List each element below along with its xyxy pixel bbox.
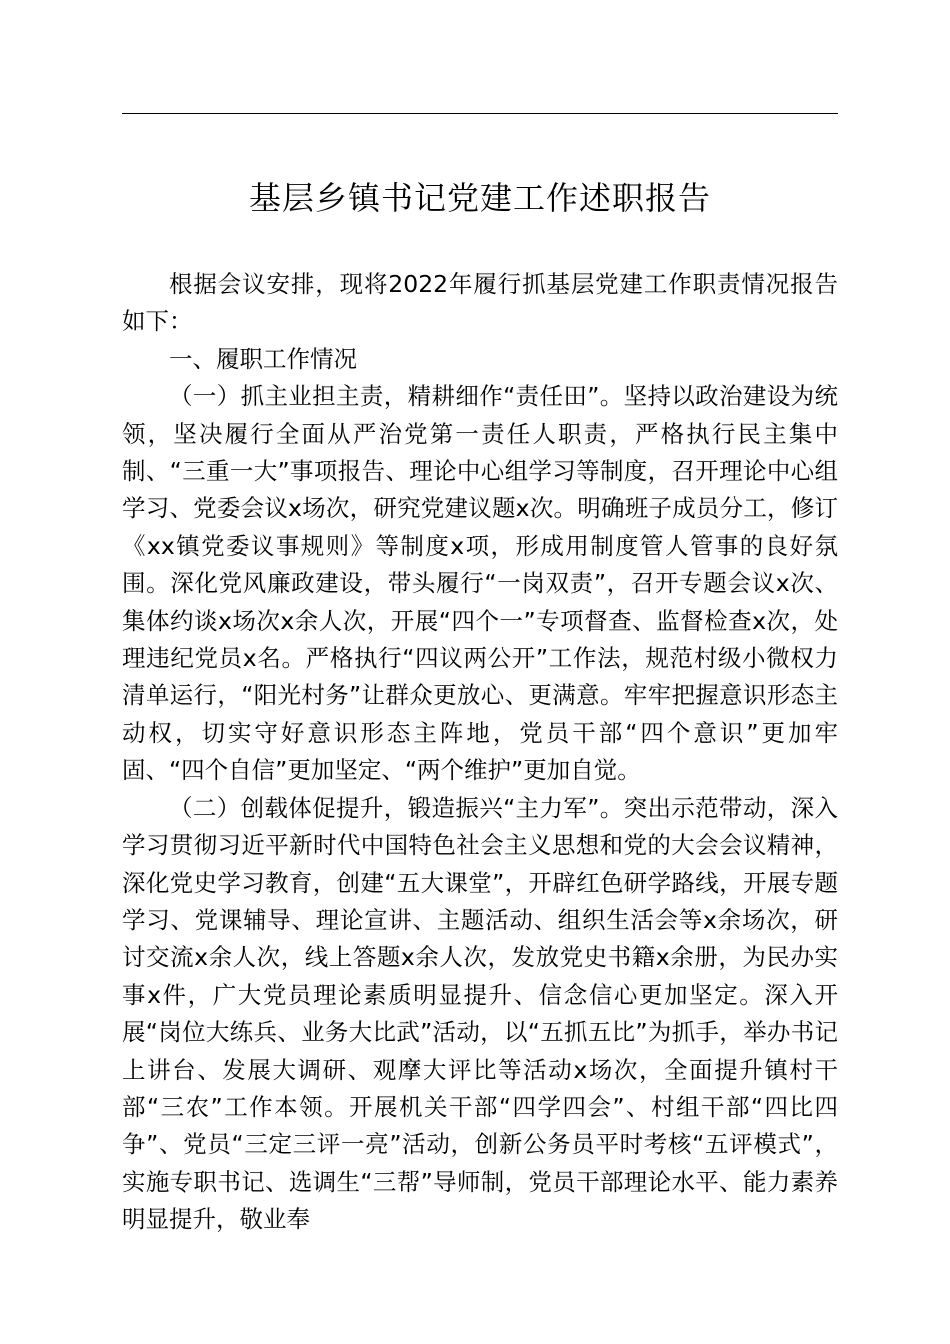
header-rule <box>122 113 838 114</box>
paragraph-2: （二）创载体促提升，锻造振兴“主力军”。突出示范带动，深入学习贯彻习近平新时代中国特色社会主义思想和党的大会会议精神，深化党史学习教育，创建“五大课堂”，开辟红色研学路线，开展专题学习、党课辅导、理论宣讲、主题活动、组织生活会等x余场次，研讨交流x余人次，线上答题x余人次，发放党史书籍x余册，为民办实事x件，广大党员理论素质明显提升、信念信心更加坚定。深入开展“岗位大练兵、业务大比武”活动，以“五抓五比”为抓手，举办书记上讲台、发展大调研、观摩大评比等活动x场次，全面提升镇村干部“三农”工作本领。开展机关干部“四学四会”、村组干部“四比四争”、党员“三定三评一亮”活动，创新公务员平时考核“五评模式”，实施专职书记、选调生“三帮”导师制，党员干部理论水平、能力素养明显提升，敬业奉 <box>122 793 838 1234</box>
document-title: 基层乡镇书记党建工作述职报告 <box>248 179 711 217</box>
section-heading: 一、履职工作情况 <box>169 344 357 373</box>
document-body <box>122 266 838 1239</box>
intro-paragraph: 根据会议安排，现将2022年履行抓基层党建工作职责情况报告如下： <box>122 270 838 336</box>
paragraph-1: （一）抓主业担主责，精耕细作“责任田”。坚持以政治建设为统领，坚决履行全面从严治党第一责任人职责，严格执行民主集中制、“三重一大”事项报告、理论中心组学习等制度，召开理论中心组学习、党委会议x场次，研究党建议题x次。明确班子成员分工，修订《xx镇党委议事规则》等制度x项，形成用制度管人管事的良好氛围。深化党风廉政建设，带头履行“一岗双责”，召开专题会议x次、集体约谈x场次x余人次，开展“四个一”专项督查、监督检查x次，处理违纪党员x名。严格执行“四议两公开”工作法，规范村级小微权力清单运行，“阳光村务”让群众更放心、更满意。牢牢把握意识形态主动权，切实守好意识形态主阵地，党员干部“四个意识”更加牢固、“四个自信”更加坚定、“两个维护”更加自觉。 <box>122 382 838 785</box>
